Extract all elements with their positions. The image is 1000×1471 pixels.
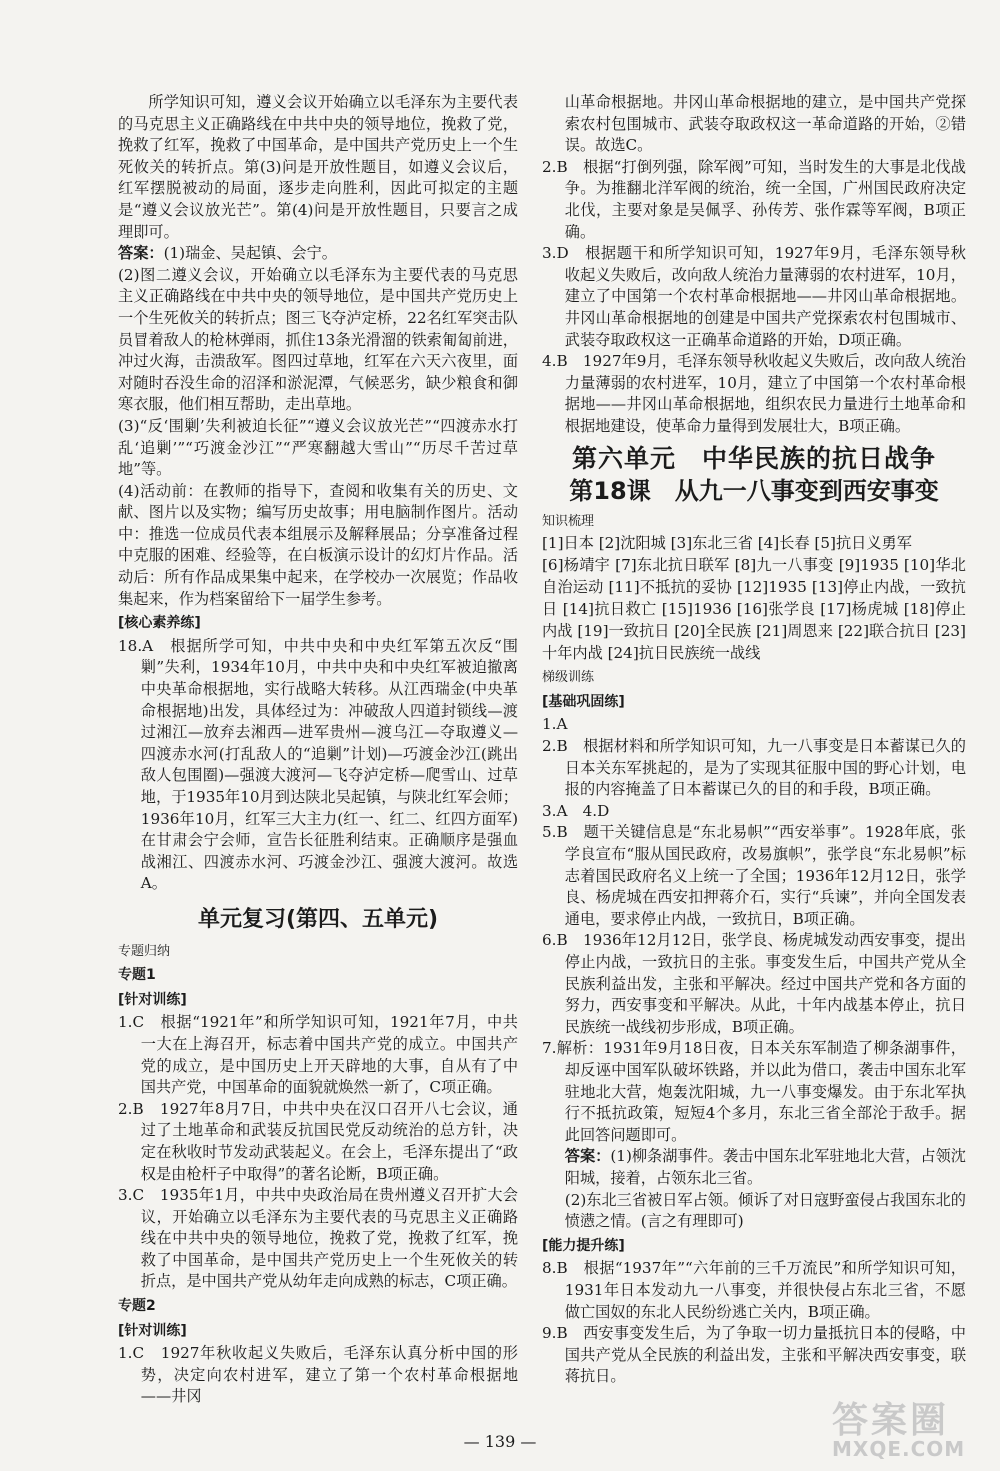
question-item: 9.B 西安事变发生后，为了争取一切力量抵抗日本的侵略，中国共产党从全民族的利益出发，主张和平解决西安事变，联蒋抗日。	[542, 1324, 966, 1386]
watermark-url: MXQE.COM	[832, 1437, 966, 1461]
subsection-label: 知识梳理	[542, 513, 595, 529]
section-label: [针对训练]	[118, 1322, 187, 1339]
paragraph: 山革命根据地。井冈山革命根据地的建立，是中国共产党探索农村包围城市、武装夺取政权这一革命道路的开始，②错误。故选C。	[564, 93, 966, 155]
section-label: [基础巩固练]	[542, 693, 625, 710]
page-number: — 139 —	[463, 1432, 537, 1451]
answer-line: (2)东北三省被日军占领。倾诉了对日寇野蛮侵占我国东北的愤懑之情。(言之有理即可)	[564, 1190, 966, 1231]
unit-title: 第六单元 中华民族的抗日战争	[571, 443, 936, 473]
subsection-label: 专题归纳	[118, 943, 171, 959]
topic-label: 专题2	[118, 1298, 156, 1315]
question-item: 3.D 根据题干和所学知识可知，1927年9月，毛泽东领导秋收起义失败后，改向敌人统治力量薄弱的农村进军，10月，建立了中国第一个农村革命根据地——井冈山革命根据地。井冈山革命根据地的创建是中国共产党探索农村包围城市、武装夺取政权这一正确革命道路的开始，D项正确。	[542, 244, 966, 349]
answer-label: 答案：	[564, 1147, 611, 1166]
section-label: [能力提升练]	[542, 1237, 625, 1254]
topic-label: 专题1	[118, 967, 156, 984]
paragraph: 所学知识可知，遵义会议开始确立以毛泽东为主要代表的马克思主义正确路线在中共中央的领导地位，挽救了党，挽救了红军，挽救了中国革命，是中国共产党历史上一个生死攸关的转折点。第(3)问是开放性题目，如遵义会议后，红军摆脱被动的局面，逐步走向胜利，因此可拟定的主题是“遵义会议放光芒”。第(4)问是开放性题目，只要言之成理即可。	[118, 93, 518, 241]
review-title: 单元复习(第四、五单元)	[197, 906, 439, 932]
answer-label: 答案：	[118, 244, 164, 263]
section-label: [核心素养练]	[118, 615, 201, 632]
knowledge-list: [1]日本 [2]沈阳城 [3]东北三省 [4]长春 [5]抗日义勇军	[542, 534, 912, 553]
answer-line	[542, 1146, 966, 1189]
question-item: 18.A 根据所学可知，中共中央和中央红军第五次反“围剿”失利，1934年10月，中共中央和中央红军被迫撤离中央革命根据地，实行战略大转移。从江西瑞金(中央革命根据地)出发，具体经过为：冲破敌人四道封锁线—渡过湘江—放弃去湘西—进军贵州—渡乌江—夺取遵义—四渡赤水河(打乱敌人的“追剿”计划)—巧渡金沙江(跳出敌人包围圈)—强渡大渡河—飞夺泸定桥—爬雪山、过草地，于1935年10月到达陕北吴起镇，与陕北红军会师；1936年10月，红军三大主力(红一、红二、红四方面军)在甘肃会宁会师，宣告长征胜利结束。正确顺序是强血战湘江、四渡赤水河、巧渡金沙江、强渡大渡河。故选A。	[118, 636, 518, 893]
watermark-text: 答案圈	[832, 1400, 950, 1441]
answer-line: (3)“反‘围剿’失利被迫长征”“遵义会议放光芒”“四渡赤水打乱‘追剿’”“巧渡金沙江”“严寒翻越大雪山”“历尽千苦过草地”等。	[118, 416, 518, 479]
question-item: 6.B 1936年12月12日，张学良、杨虎城发动西安事变，提出停止内战，一致抗日的主张。事变发生后，中国共产党从全民族利益出发，主张和平解决。经过中国共产党和各方面的努力，西安事变和平解决。从此，十年内战基本停止，抗日民族统一战线初步形成，B项正确。	[542, 931, 966, 1036]
question-item: 1.C 根据“1921年”和所学知识可知，1921年7月，中共一大在上海召开，标志着中国共产党的成立。中国共产党的成立，是中国历史上开天辟地的大事，自从有了中国共产党，中国革命的面貌就焕然一新了，C项正确。	[118, 1013, 518, 1097]
answer-line: (2)图二遵义会议，开始确立以毛泽东为主要代表的马克思主义正确路线在中共中央的领导地位，是中国共产党历史上一个生死攸关的转折点；图三飞夺泸定桥，22名红军突击队员冒着敌人的枪林弹雨，抓住13条光滑溜的铁索匍匐前进，冲过火海，击溃敌军。图四过草地，红军在六天六夜里，面对随时吞没生命的沼泽和淤泥潭，气候恶劣，缺少粮食和御寒衣服，他们相互帮助，走出草地。	[118, 265, 518, 414]
question-item: 2.B 根据材料和所学知识可知，九一八事变是日本蓄谋已久的日本关东军挑起的，是为了实现其征服中国的野心计划，电报的内容掩盖了日本蓄谋已久的目的和手段，B项正确。	[542, 737, 966, 799]
question-item: 1.C 1927年秋收起义失败后，毛泽东认真分析中国的形势，决定向农村进军，建立了第一个农村革命根据地——井冈	[118, 1344, 518, 1406]
question-item: 8.B 根据“1937年”“六年前的三千万流民”和所学知识可知，1931年日本发动九一八事变，并很快侵占东北三省，不愿做亡国奴的东北人民纷纷逃亡关内，B项正确。	[542, 1259, 966, 1321]
section-label: [针对训练]	[118, 991, 187, 1008]
watermark-logo	[832, 1392, 992, 1464]
question-item: 7.解析：1931年9月18日夜，日本关东军制造了柳条湖事件，却反诬中国军队破坏铁路，并以此为借口，袭击中国东北军驻地北大营，炮轰沈阳城，九一八事变爆发。由于东北军执行不抵抗政策，短短4个多月，东北三省全部沦于敌手。据此回答问题即可。	[542, 1039, 966, 1144]
answer-line: (4)活动前：在教师的指导下，查阅和收集有关的历史、文献、图片以及实物；编写历史故事；用电脑制作图片。活动中：推选一位成员代表本组展示及解释展品；分享准备过程中克服的困难、经验等，在白板演示设计的幻灯片作品。活动后：所有作品成果集中起来，在学校办一次展览；作品收集起来，作为档案留给下一届学生参考。	[118, 481, 518, 608]
subsection-label: 梯级训练	[542, 670, 595, 686]
question-item: 2.B 根据“打倒列强，除军阀”可知，当时发生的大事是北伐战争。为推翻北洋军阀的统治，统一全国，广州国民政府决定北伐，主要对象是吴佩孚、孙传芳、张作霖等军阀，B项正确。	[542, 157, 966, 241]
question-item: 1.A	[542, 715, 568, 734]
question-item: 3.A 4.D	[542, 801, 610, 820]
answer-text: (1)柳条湖事件。袭击中国东北军驻地北大营，占领沈阳城，接着，占领东北三省。	[564, 1147, 966, 1187]
question-item: 5.B 题干关键信息是“东北易帜”“西安举事”。1928年底，张学良宣布“服从国民政府，改易旗帜”，张学良“东北易帜”标志着国民政府名义上统一了全国；1936年12月12日，张学良、杨虎城在西安扣押蒋介石，实行“兵谏”，并向全国发表通电，要求停止内战，一致抗日，B项正确。	[542, 823, 966, 928]
left-column	[118, 92, 518, 1408]
answer-line	[118, 243, 518, 265]
right-column	[542, 92, 966, 1388]
knowledge-list: [6]杨靖宇 [7]东北抗日联军 [8]九一八事变 [9]1935 [10]华北自治运动 [11]不抵抗的妥协 [12]1935 [13]停止内战，一致抗日 [14]抗日救亡 [15]1936 [16]张学良 [17]杨虎城 [18]停止内战 [19]一致抗日 [20]全民族 [21]周恩来 [22]联合抗日 [23]十年内战 [24]抗日民族统一战线	[542, 556, 966, 663]
question-item: 2.B 1927年8月7日，中共中央在汉口召开八七会议，通过了土地革命和武装反抗国民党反动统治的总方针，决定在秋收时节发动武装起义。在会上，毛泽东提出了“政权是由枪杆子中取得”的著名论断，B项正确。	[118, 1099, 518, 1183]
question-item: 4.B 1927年9月，毛泽东领导秋收起义失败后，改向敌人统治力量薄弱的农村进军，10月，建立了中国第一个农村革命根据地——井冈山革命根据地，组织农民力量进行土地革命和根据地建设，使革命力量得到发展壮大，B项正确。	[542, 352, 966, 435]
answer-text: (1)瑞金、吴起镇、会宁。	[163, 244, 337, 263]
lesson-title: 第18课 从九一八事变到西安事变	[569, 477, 939, 506]
question-item: 3.C 1935年1月，中共中央政治局在贵州遵义召开扩大会议，开始确立以毛泽东为主要代表的马克思主义正确路线在中共中央的领导地位，挽救了党，挽救了红军，挽救了中国革命，是中国共产党历史上一个生死攸关的转折点，是中国共产党从幼年走向成熟的标志，C项正确。	[118, 1186, 518, 1291]
